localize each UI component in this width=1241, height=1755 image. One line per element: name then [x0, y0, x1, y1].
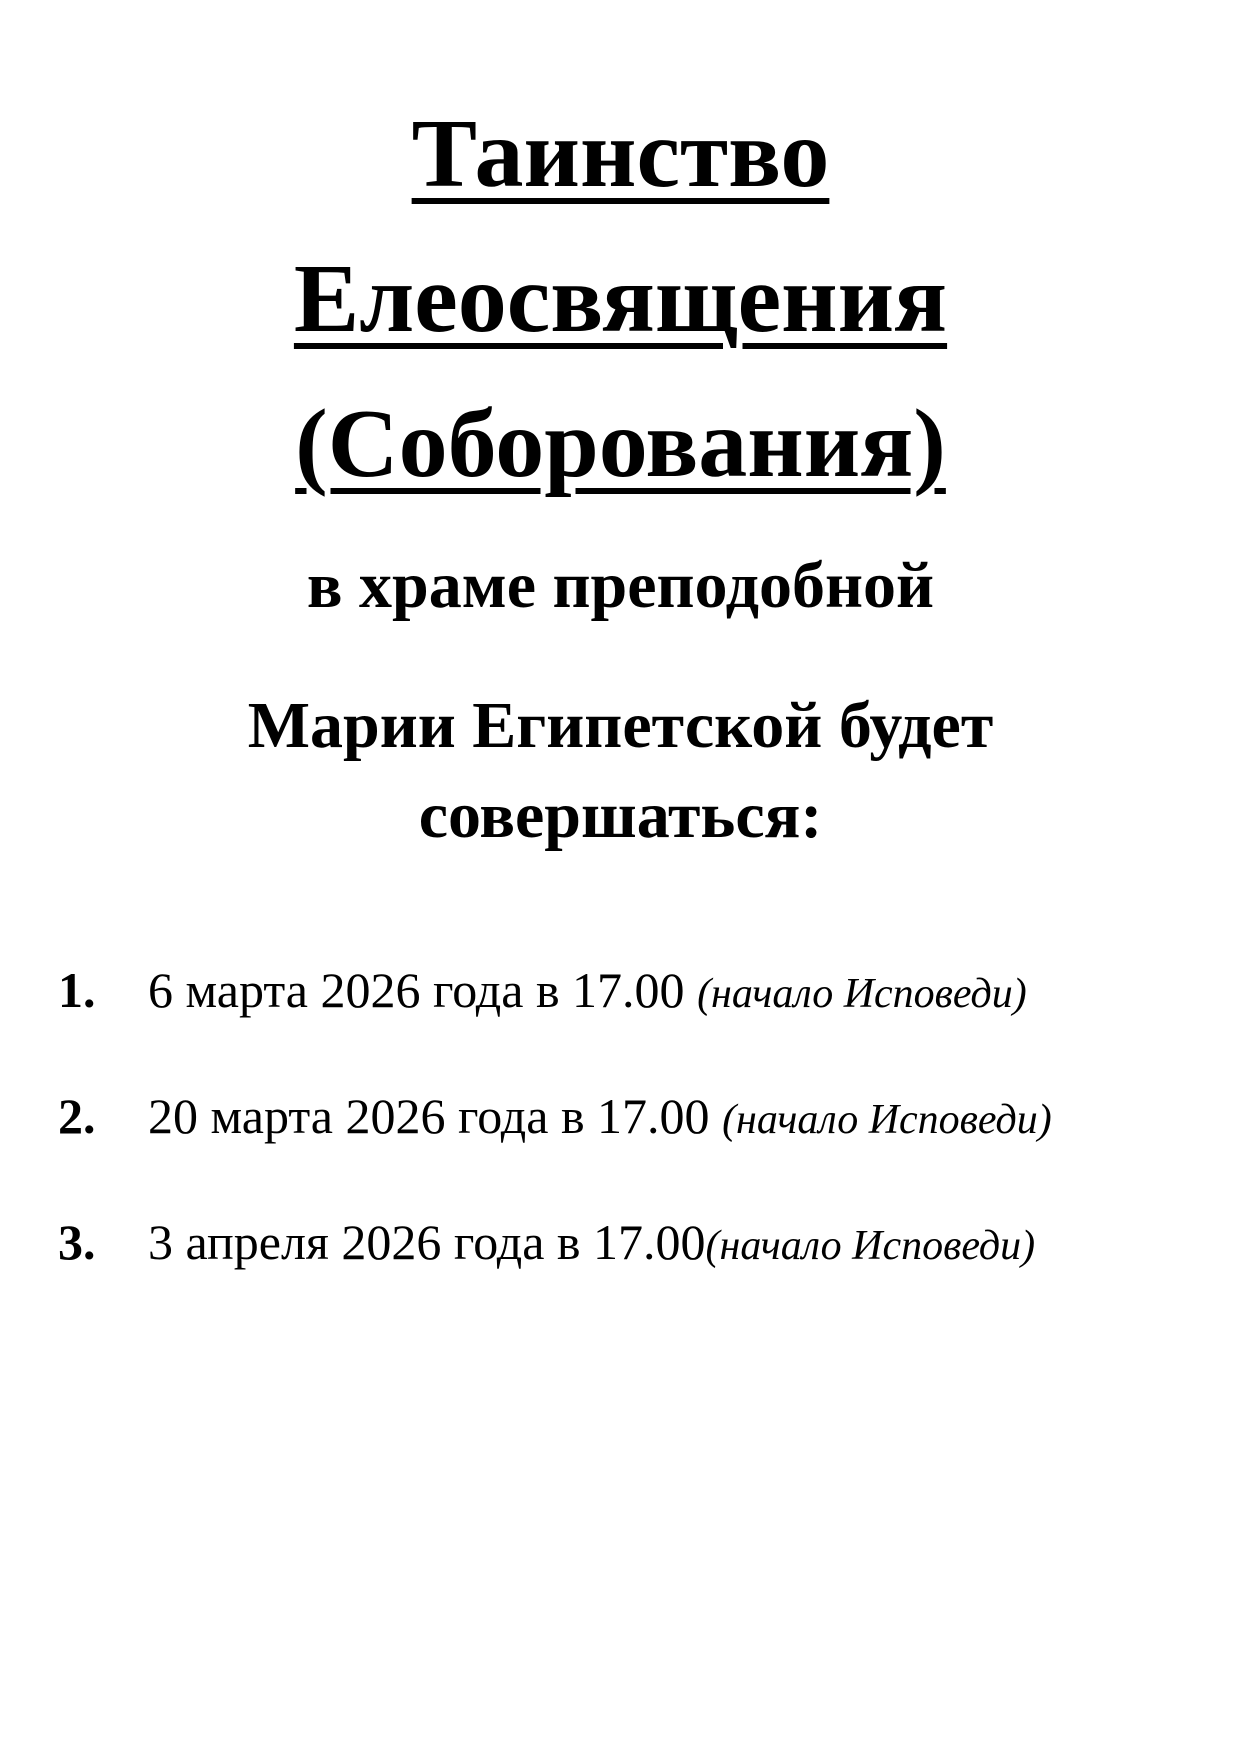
title-line [0, 82, 1241, 227]
item-date: 3 апреля 2026 года в 17.00 [148, 1214, 706, 1270]
title-line [0, 372, 1241, 517]
subtitle-line: совершаться: [418, 779, 823, 852]
item-number: 2. [58, 1088, 96, 1144]
title-line [0, 227, 1241, 372]
title-line-text: Елеосвящения [293, 245, 948, 353]
subtitle-line: Марии Египетской будет [247, 689, 994, 762]
item-text [148, 1207, 1035, 1281]
item-text [148, 955, 1027, 1029]
title-line-text: Таинство [411, 100, 830, 208]
item-date: 6 марта 2026 года в 17.00 [148, 962, 698, 1018]
item-note: (начало Исповеди) [722, 1097, 1052, 1143]
subtitle-line: в храме преподобной [306, 549, 935, 622]
item-number: 1. [58, 962, 96, 1018]
list-item [0, 1207, 1241, 1333]
schedule-list [0, 955, 1241, 1333]
page-title [0, 82, 1241, 517]
item-text [148, 1081, 1052, 1155]
item-date: 20 марта 2026 года в 17.00 [148, 1088, 723, 1144]
list-item [0, 1081, 1241, 1207]
item-number: 3. [58, 1214, 96, 1270]
item-note: (начало Исповеди) [697, 971, 1027, 1017]
subtitle [0, 546, 1241, 866]
list-item [0, 955, 1241, 1081]
item-note: (начало Исповеди) [705, 1223, 1036, 1269]
title-line-text: (Соборования) [295, 390, 946, 498]
